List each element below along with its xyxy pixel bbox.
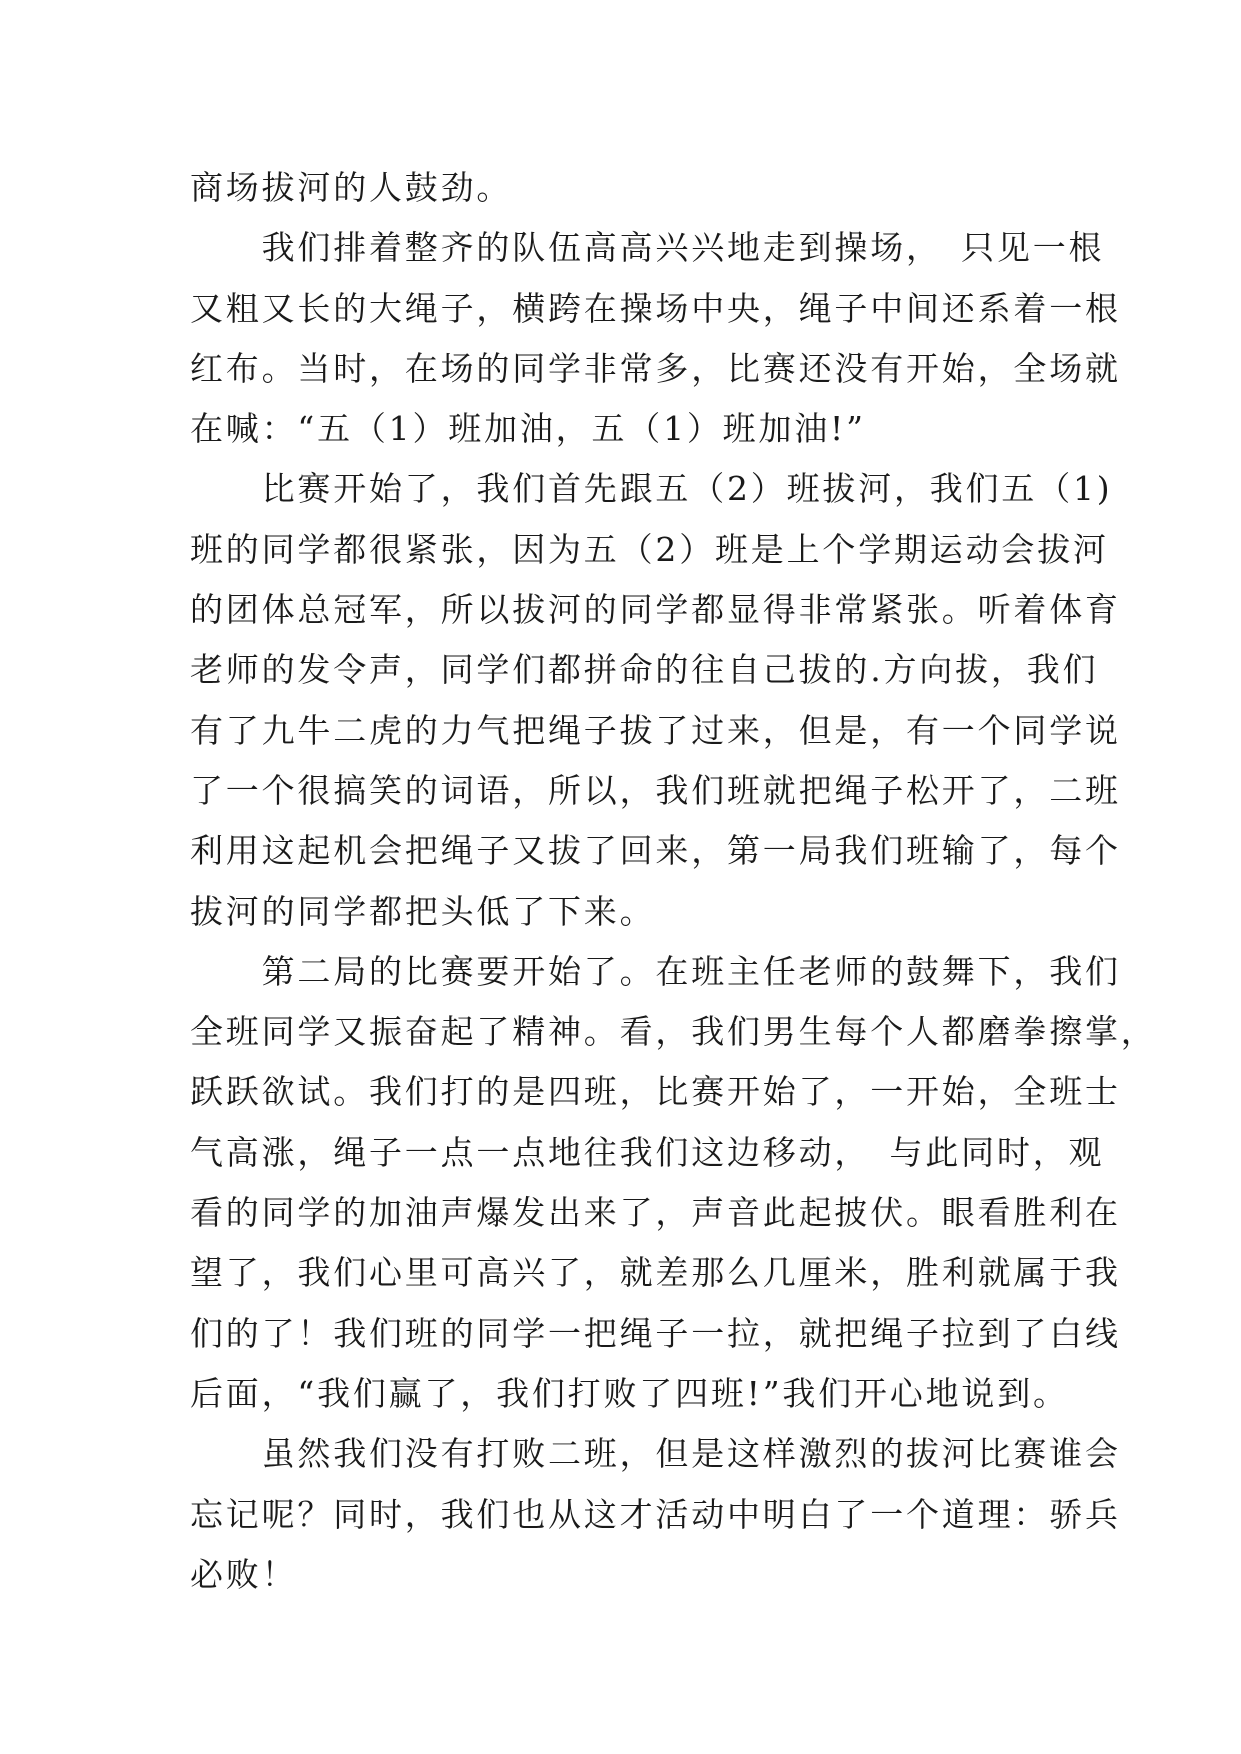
body-text xyxy=(190,158,1157,1605)
text-line: 在喊：“五（1）班加油，五（1）班加油!” xyxy=(190,409,866,449)
text-line: 忘记呢？同时，我们也从这才活动中明白了一个道理：骄兵 xyxy=(190,1494,1121,1534)
text-line: 后面，“我们赢了，我们打败了四班!”我们开心地说到。 xyxy=(190,1373,1069,1413)
text-line: 了一个很搞笑的词语，所以，我们班就把绳子松开了，二班 xyxy=(190,770,1121,810)
text-line: 第二局的比赛要开始了。在班主任老师的鼓舞下，我们 xyxy=(190,951,1121,991)
text-line: 拔河的同学都把头低了下来。 xyxy=(190,891,656,931)
text-line: 利用这起机会把绳子又拔了回来，第一局我们班输了，每个 xyxy=(190,831,1121,871)
text-line: 全班同学又振奋起了精神。看，我们男生每个人都磨拳擦掌， xyxy=(190,1012,1157,1052)
text-line: 老师的发令声，同学们都拼命的往自己拔的.方向拔，我们 xyxy=(190,650,1099,690)
text-line: 的团体总冠军，所以拔河的同学都显得非常紧张。听着体育 xyxy=(190,590,1121,630)
text-line: 班的同学都很紧张，因为五（2）班是上个学期运动会拔河 xyxy=(190,529,1109,569)
text-line: 跃跃欲试。我们打的是四班，比赛开始了，一开始，全班士 xyxy=(190,1072,1121,1112)
text-line: 又粗又长的大绳子，横跨在操场中央，绳子中间还系着一根 xyxy=(190,288,1121,328)
text-line: 我们排着整齐的队伍高高兴兴地走到操场， 只见一根 xyxy=(190,228,1105,268)
text-line: 有了九牛二虎的力气把绳子拔了过来，但是，有一个同学说 xyxy=(190,710,1121,750)
text-line: 气高涨，绳子一点一点地往我们这边移动， 与此同时，观 xyxy=(190,1132,1105,1172)
text-line: 比赛开始了，我们首先跟五（2）班拔河，我们五（1) xyxy=(190,469,1113,509)
text-line: 看的同学的加油声爆发出来了，声音此起披伏。眼看胜利在 xyxy=(190,1193,1121,1233)
text-line: 们的了！我们班的同学一把绳子一拉，就把绳子拉到了白线 xyxy=(190,1313,1121,1353)
text-line: 红布。当时，在场的同学非常多，比赛还没有开始，全场就 xyxy=(190,348,1121,388)
text-line: 必败！ xyxy=(190,1554,298,1594)
text-line: 商场拔河的人鼓劲。 xyxy=(190,168,513,207)
text-line: 虽然我们没有打败二班，但是这样激烈的拔河比赛谁会 xyxy=(190,1434,1121,1474)
text-line: 望了，我们心里可高兴了，就差那么几厘米，胜利就属于我 xyxy=(190,1253,1121,1293)
